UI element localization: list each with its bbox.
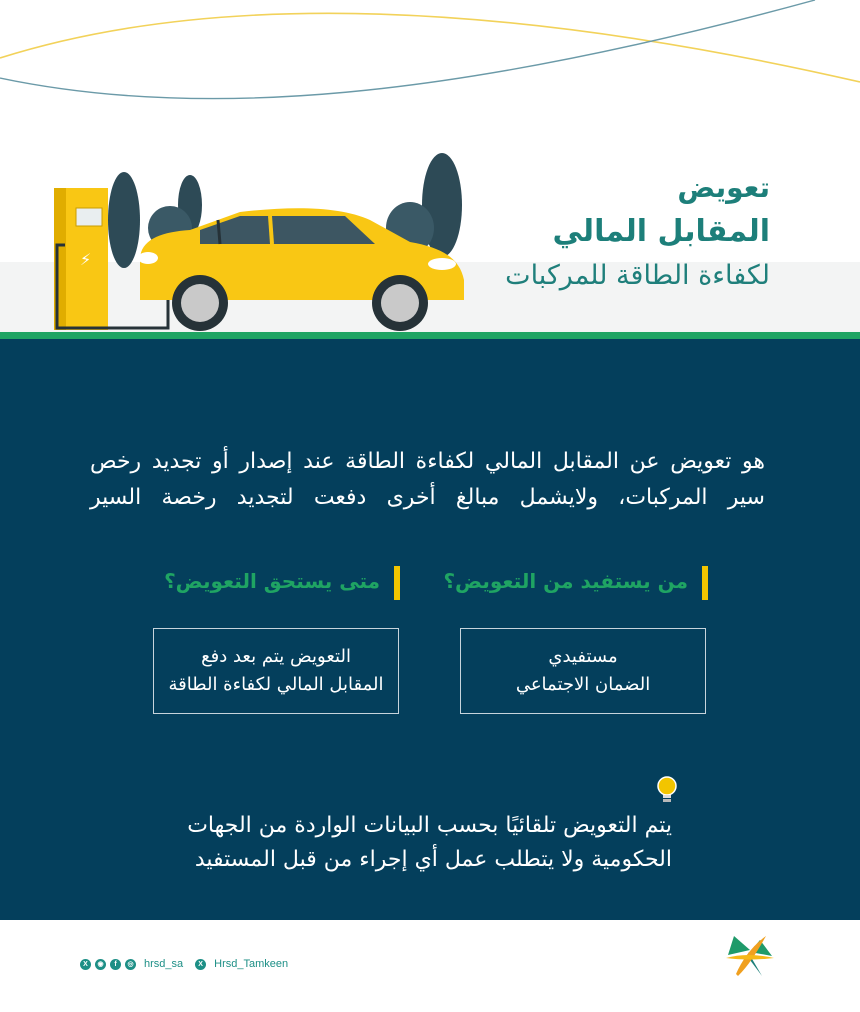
svg-text:⚡: ⚡ (80, 250, 92, 269)
intro-text: هو تعويض عن المقابل المالي لكفاءة الطاقة عند إصدار أو تجديد رخص سير المركبات، ولايشمل مبالغ أخرى دفعت لتجديد رخصة السير (90, 449, 765, 510)
title-line-3: لكفاءة الطاقة للمركبات (505, 260, 770, 291)
footer (0, 920, 860, 1012)
heading-who-benefits: من يستفيد من التعويض؟ (443, 566, 708, 600)
when-box-line-2: المقابل المالي لكفاءة الطاقة (168, 674, 384, 695)
main-panel (0, 339, 860, 920)
when-box-line-1: التعويض يتم بعد دفع (201, 646, 351, 667)
title-line-2: المقابل المالي (552, 214, 770, 249)
ministry-logo (720, 930, 780, 980)
ground-line (0, 332, 860, 339)
instagram-icon[interactable]: ◎ (125, 959, 136, 970)
facebook-icon[interactable]: f (110, 959, 121, 970)
note-line-2: الحكومية ولا يتطلب عمل أي إجراء من قبل المستفيد (194, 847, 672, 872)
title-line-1: تعويض (677, 171, 770, 204)
decorative-waves (0, 0, 860, 130)
heading-when-eligible: متى يستحق التعويض؟ (164, 566, 400, 600)
social-handles (80, 958, 296, 970)
who-box-line-2: الضمان الاجتماعي (515, 674, 651, 695)
x-icon[interactable]: X (80, 959, 91, 970)
note-line-1: يتم التعويض تلقائيًا بحسب البيانات الواردة من الجهات (187, 813, 672, 838)
handle-hrsd-tamkeen[interactable]: Hrsd_Tamkeen (214, 958, 289, 970)
x-icon[interactable]: X (195, 959, 206, 970)
who-box-line-1: مستفيدي (548, 646, 618, 667)
snapchat-icon[interactable]: ◉ (95, 959, 106, 970)
auto-compensation-note (187, 809, 672, 877)
handle-hrsd-sa[interactable]: hrsd_sa (144, 958, 184, 970)
lightbulb-icon (656, 776, 678, 806)
when-eligible-box (153, 628, 399, 714)
page-title (505, 168, 770, 296)
who-benefits-box (460, 628, 706, 714)
car-charging-illustration (40, 150, 480, 340)
